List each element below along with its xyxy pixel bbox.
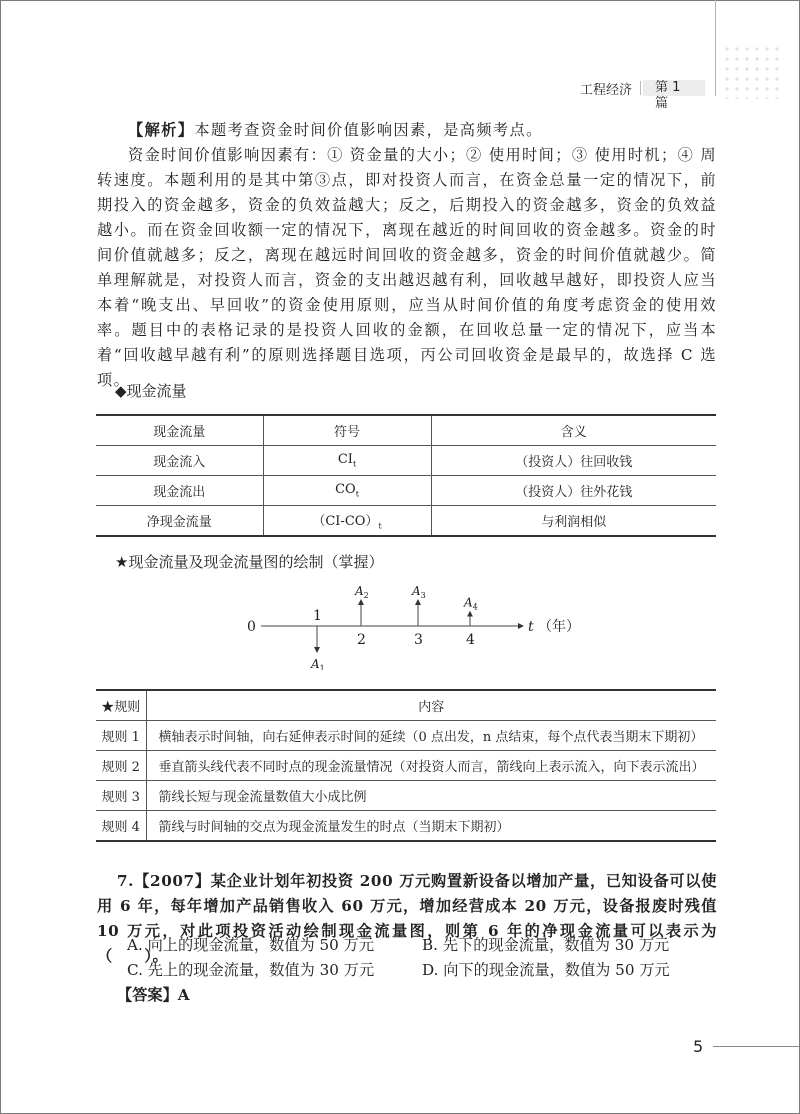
analysis-line1: 本题考查资金时间价值影响因素，是高频考点。	[194, 121, 543, 139]
table-row	[96, 506, 716, 537]
tick-label-2: 2	[357, 632, 366, 648]
table-header-row	[96, 415, 716, 446]
header-divider	[640, 81, 641, 95]
table-row	[96, 781, 716, 811]
cell-rule: 规则 2	[96, 751, 146, 781]
decorative-dot-grid	[722, 44, 782, 99]
table-row	[96, 811, 716, 842]
option-c: C. 先上的现金流量，数值为 30 万元	[127, 961, 375, 979]
cell-meaning: （投资人）往回收钱	[431, 446, 716, 476]
tick-label-4: 4	[466, 632, 475, 648]
column-header: 符号	[263, 415, 431, 446]
cell-symbol	[263, 446, 431, 476]
analysis-intro	[97, 118, 717, 143]
question-text: 7.【2007】某企业计划年初投资 200 万元购置新设备以增加产量，已知设备可以使用 6 年，每年增加产品销售收入 60 万元，增加经营成本 20 万元，设备报废时残值 10 万元，对此项投资活动绘制现金流量图，则第 6 年的净现金流量可以表示为（ ）。	[97, 872, 717, 965]
answer-label: 【答案】	[117, 986, 178, 1004]
column-header: ★规则	[96, 690, 146, 721]
cash-flow-table	[96, 414, 716, 537]
symbol-base: （CI-CO）	[312, 514, 379, 530]
cash-flow-arrows	[310, 584, 478, 670]
flow-label-1: $A_1$	[311, 657, 325, 670]
cell-symbol	[263, 476, 431, 506]
column-header: 现金流量	[96, 415, 263, 446]
header-side-rule	[715, 0, 716, 96]
cell-name: 净现金流量	[96, 506, 263, 537]
running-header	[580, 80, 705, 111]
cell-rule: 规则 1	[96, 721, 146, 751]
flow-label-2: $A_2$	[355, 584, 369, 600]
cash-flow-diagram	[0, 570, 800, 670]
analysis-label: 【解析】	[128, 121, 195, 139]
cell-content: 垂直箭头线代表不同时点的现金流量情况（对投资人而言，箭线向上表示流入，向下表示流出）	[146, 751, 716, 781]
symbol-subscript: t	[352, 459, 357, 469]
rules-table	[96, 689, 716, 842]
cell-content: 箭线与时间轴的交点为现金流量发生的时点（当期末下期初）	[146, 811, 716, 842]
option-a: A. 向上的现金流量，数值为 50 万元	[127, 936, 375, 954]
cell-symbol	[263, 506, 431, 537]
cash-flow-section-title: ◆现金流量	[115, 382, 187, 400]
cell-content: 箭线长短与现金流量数值大小成比例	[146, 781, 716, 811]
column-header: 含义	[431, 415, 716, 446]
table-header-row	[96, 690, 716, 721]
symbol-base: CO	[335, 482, 356, 498]
flow-label-4: $A_4$	[464, 595, 478, 612]
table-row	[96, 721, 716, 751]
cell-rule: 规则 4	[96, 811, 146, 842]
axis-label: t	[528, 619, 534, 635]
symbol-subscript: t	[355, 489, 359, 499]
cell-name: 现金流入	[96, 446, 263, 476]
analysis-block	[97, 118, 717, 393]
diagram-section-title: ★现金流量及现金流量图的绘制（掌握）	[115, 553, 384, 571]
table-row	[96, 476, 716, 506]
book-title: 工程经济	[580, 82, 633, 98]
symbol-subscript: t	[378, 521, 382, 531]
cell-meaning: （投资人）往外花钱	[431, 476, 716, 506]
option-b: B. 先下的现金流量，数值为 30 万元	[422, 936, 670, 954]
cell-meaning: 与利润相似	[431, 506, 716, 537]
cell-rule: 规则 3	[96, 781, 146, 811]
symbol-base: CI	[337, 452, 353, 468]
answer-options	[127, 933, 717, 983]
page-number: 5	[693, 1037, 704, 1056]
footer-rule	[713, 1046, 799, 1047]
option-d: D. 向下的现金流量，数值为 50 万元	[422, 961, 670, 979]
table-row	[96, 751, 716, 781]
origin-label: 0	[247, 619, 256, 635]
part-label: 第 1 篇	[643, 80, 705, 96]
answer-line	[117, 983, 190, 1008]
cell-name: 现金流出	[96, 476, 263, 506]
answer-value: A	[177, 986, 190, 1004]
axis-unit: （年）	[538, 619, 580, 635]
table-row	[96, 446, 716, 476]
flow-label-3: $A_3$	[412, 584, 426, 600]
tick-label-1: 1	[313, 608, 322, 624]
analysis-paragraph: 资金时间价值影响因素有：① 资金量的大小；② 使用时间；③ 使用时机；④ 周转速度。本题利用的是其中第③点，即对投资人而言，在资金总量一定的情况下，前期投入的资金越多，资金的负效益越大；反之，后期投入的资金越多，资金的负效益越小。而在资金回收额一定的情况下，离现在越近的时间回收的资金越多。资金的时间价值就越多；反之，离现在越远时间回收的资金越多，资金的时间价值就越少。简单理解就是，对投资人而言，资金的支出越迟越有利，回收越早越好，即投资人应当本着“晚支出、早回收”的资金使用原则，应当从时间价值的角度考虑资金的使用效率。题目中的表格记录的是投资人回收的金额，在回收总量一定的情况下，应当本着“回收越早越有利”的原则选择题目选项，丙公司回收资金是最早的，故选择 C 选项。	[97, 146, 717, 389]
cell-content: 横轴表示时间轴，向右延伸表示时间的延续（0 点出发，n 点结束，每个点代表当期末下期初）	[146, 721, 716, 751]
column-header: 内容	[146, 690, 716, 721]
tick-label-3: 3	[414, 632, 423, 648]
